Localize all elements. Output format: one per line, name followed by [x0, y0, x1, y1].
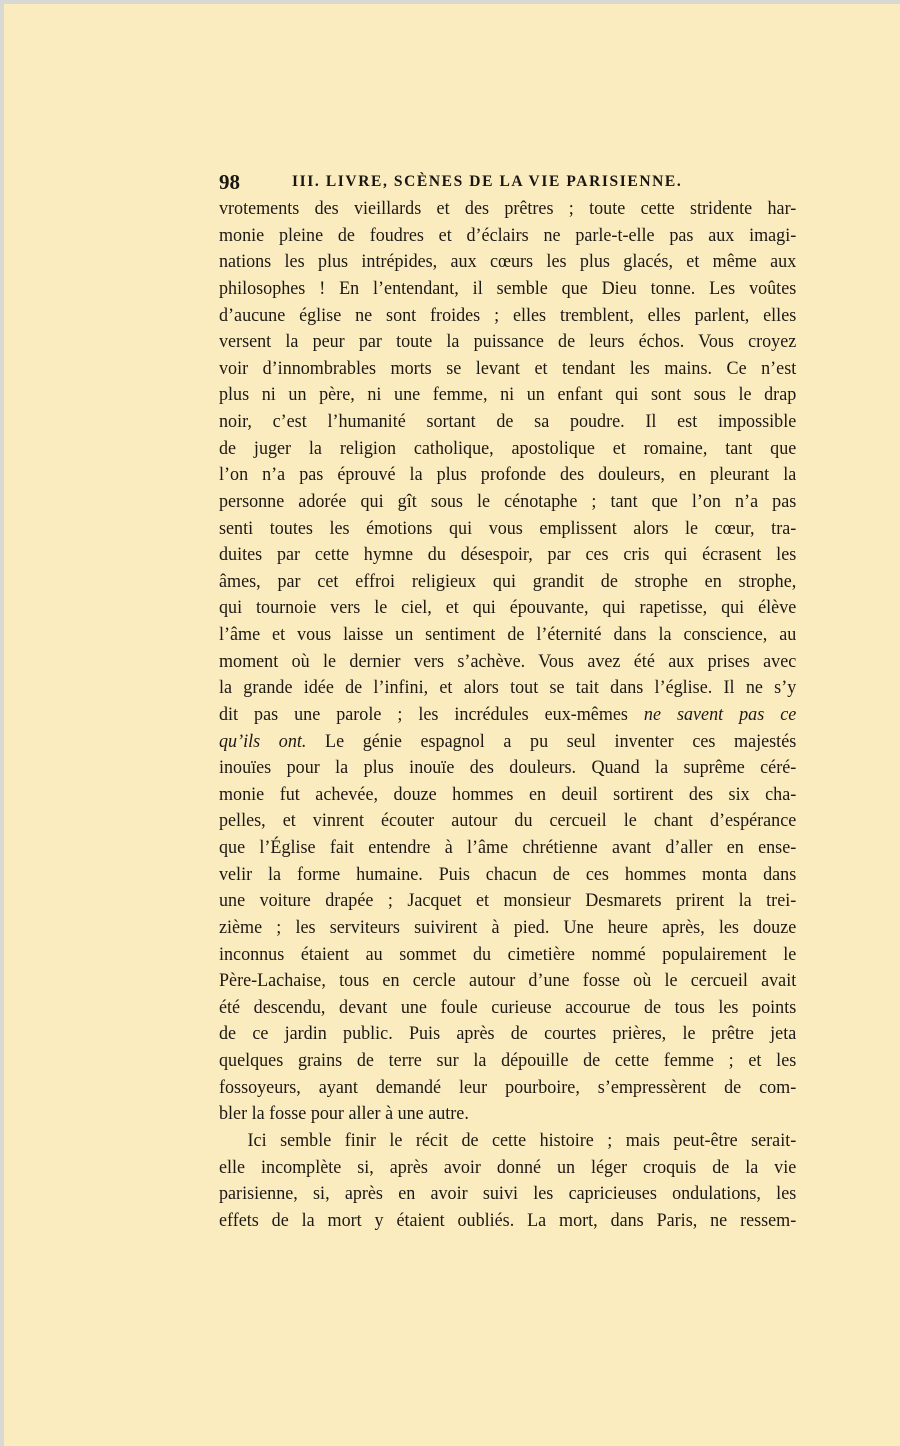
line-text: Ici semble finir le récit de cette histoire ; mais peut-être serait-	[247, 1129, 797, 1151]
text-line	[219, 942, 796, 969]
text-line	[219, 888, 796, 915]
italic-text: ne savent pas ce	[643, 703, 797, 725]
text-line	[219, 223, 796, 250]
text-line	[219, 1128, 796, 1155]
text-line	[219, 622, 796, 649]
line-text: que l’Église fait entendre à l’âme chrétienne avant d’aller en ense-	[219, 837, 797, 858]
page-number: 98	[219, 170, 240, 194]
line-text: Le génie espagnol a pu seul inventer ces majestés	[306, 730, 797, 752]
line-text: inconnus étaient au sommet du cimetière nommé populairement le	[219, 943, 797, 965]
text-line	[219, 915, 796, 942]
text-line	[219, 462, 796, 489]
body-text	[219, 196, 796, 1234]
line-text: la grande idée de l’infini, et alors tout se tait dans l’église. Il ne s’y	[219, 677, 797, 699]
text-line	[219, 436, 796, 463]
text-line	[219, 1101, 796, 1128]
line-text: inouïes pour la plus inouïe des douleurs. Quand la suprême céré-	[219, 757, 797, 779]
line-text: plus ni un père, ni une femme, ni un enfant qui sont sous le drap	[219, 384, 797, 406]
line-text: l’on n’a pas éprouvé la plus profonde des douleurs, en pleurant la	[219, 464, 797, 486]
line-text: noir, c’est l’humanité sortant de sa poudre. Il est impossible	[219, 411, 797, 432]
line-text: moment où le dernier vers s’achève. Vous avez été aux prises avec	[219, 650, 797, 672]
line-text: elle incomplète si, après avoir donné un léger croquis de la vie	[219, 1156, 797, 1178]
text-line	[219, 808, 796, 835]
line-text: de juger la religion catholique, apostolique et romaine, tant que	[219, 437, 797, 459]
text-line	[219, 409, 796, 436]
line-text: senti toutes les émotions qui vous emplissent alors le cœur, tra-	[219, 517, 797, 539]
line-text: de ce jardin public. Puis après de courtes prières, le prêtre jeta	[219, 1023, 797, 1045]
text-line	[219, 303, 796, 330]
line-text: fossoyeurs, ayant demandé leur pourboire, s’empressèrent de com-	[219, 1076, 797, 1098]
text-line	[219, 542, 796, 569]
line-text: pelles, et vinrent écouter autour du cercueil le chant d’espérance	[219, 810, 797, 832]
text-line	[219, 595, 796, 622]
text-line	[219, 782, 796, 809]
line-text: parisienne, si, après en avoir suivi les capricieuses ondulations, les	[219, 1183, 797, 1205]
text-line	[219, 329, 796, 356]
line-text: âmes, par cet effroi religieux qui grandit de strophe en strophe,	[219, 570, 797, 592]
text-line	[219, 755, 796, 782]
line-text: Père-Lachaise, tous en cercle autour d’une fosse où le cercueil avait	[219, 970, 797, 992]
line-text: nations les plus intrépides, aux cœurs les plus glacés, et même aux	[219, 251, 797, 273]
text-line	[219, 1208, 796, 1235]
text-line	[219, 995, 796, 1022]
text-line	[219, 702, 796, 729]
line-text: velir la forme humaine. Puis chacun de ces hommes monta dans	[219, 863, 797, 885]
line-text: zième ; les serviteurs suivirent à pied. Une heure après, les douze	[219, 916, 797, 938]
text-line	[219, 835, 796, 862]
text-line	[219, 1048, 796, 1075]
text-line	[219, 862, 796, 889]
text-line	[219, 489, 796, 516]
text-line	[219, 729, 796, 756]
line-text: personne adorée qui gît sous le cénotaphe ; tant que l’on n’a pas	[219, 490, 797, 512]
italic-text: qu’ils ont.	[219, 730, 307, 752]
line-text: qui tournoie vers le ciel, et qui épouvante, qui rapetisse, qui élève	[219, 597, 797, 619]
line-text: duites par cette hymne du désespoir, par ces cris qui écrasent les	[219, 544, 797, 566]
text-line	[219, 249, 796, 276]
text-line	[219, 1155, 796, 1182]
line-text: monie pleine de foudres et d’éclairs ne parle-t-elle pas aux imagi-	[219, 224, 797, 246]
text-line	[219, 196, 796, 223]
book-page	[4, 4, 900, 1446]
text-line	[219, 1075, 796, 1102]
line-text: une voiture drapée ; Jacquet et monsieur Desmarets prirent la trei-	[219, 890, 797, 912]
line-text: d’aucune église ne sont froides ; elles tremblent, elles parlent, elles	[219, 304, 797, 326]
text-line	[219, 356, 796, 383]
text-line	[219, 649, 796, 676]
text-line	[219, 382, 796, 409]
text-line	[219, 675, 796, 702]
line-text: bler la fosse pour aller à une autre.	[219, 1103, 469, 1125]
line-text: vrotements des vieillards et des prêtres ; toute cette stridente har-	[219, 198, 797, 219]
line-text: quelques grains de terre sur la dépouille de cette femme ; et les	[219, 1050, 797, 1071]
text-line	[219, 276, 796, 303]
text-line	[219, 968, 796, 995]
text-line	[219, 569, 796, 596]
line-text: effets de la mort y étaient oubliés. La mort, dans Paris, ne ressem-	[219, 1209, 797, 1231]
running-title: III. LIVRE, SCÈNES DE LA VIE PARISIENNE.	[292, 173, 683, 190]
text-line	[219, 1021, 796, 1048]
line-text: l’âme et vous laisse un sentiment de l’éternité dans la conscience, au	[219, 624, 797, 645]
line-text: été descendu, devant une foule curieuse accourue de tous les points	[219, 996, 797, 1018]
line-text: philosophes ! En l’entendant, il semble que Dieu tonne. Les voûtes	[219, 277, 797, 299]
line-text: versent la peur par toute la puissance de leurs échos. Vous croyez	[219, 331, 797, 353]
line-text: monie fut achevée, douze hommes en deuil sortirent des six cha-	[219, 783, 797, 805]
text-line	[219, 516, 796, 543]
line-text: dit pas une parole ; les incrédules eux-mêmes	[219, 703, 644, 725]
line-text: voir d’innombrables morts se levant et tendant les mains. Ce n’est	[219, 357, 797, 379]
text-line	[219, 1181, 796, 1208]
